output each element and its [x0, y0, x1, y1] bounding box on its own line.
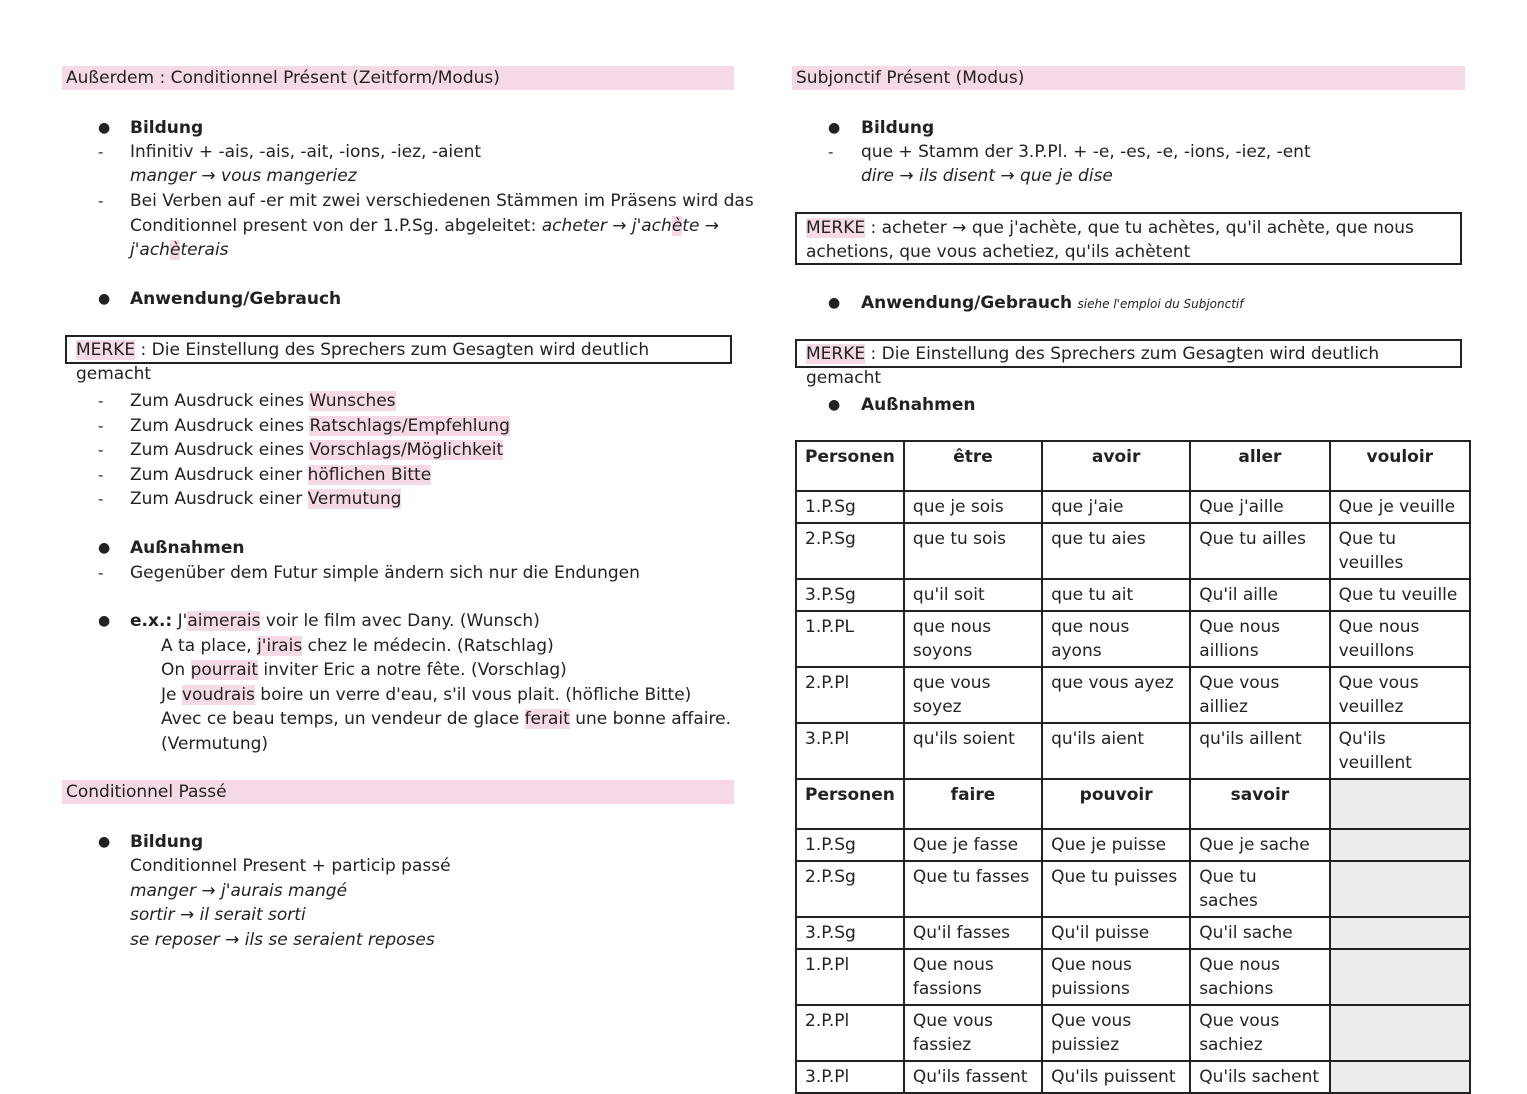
- table-cell-person: 2.P.Pl: [796, 667, 904, 723]
- bildung-heading: Bildung: [130, 118, 204, 138]
- merke-text: : Die Einstellung des Sprechers zum Gesagten wird deutlich gemacht: [806, 344, 1380, 388]
- bei-text: Conditionnel present von der 1.P.Sg. abgeleitet:: [130, 216, 542, 236]
- section-header-subjonctif: Subjonctif Présent (Modus): [792, 66, 1465, 90]
- table-cell-person: 3.P.Pl: [796, 723, 904, 779]
- table-cell: Que vous ailliez: [1190, 667, 1329, 723]
- table-cell: qu'il soit: [904, 579, 1042, 611]
- bei-verben-line3: [130, 238, 229, 262]
- table-header-verb: [1330, 779, 1470, 829]
- bei-ex-part: j'ach: [130, 240, 170, 260]
- subj-rule: que + Stamm der 3.P.Pl. + -e, -es, -e, -ions, -iez, -ent: [861, 142, 1311, 162]
- accent-highlight: è: [671, 216, 683, 236]
- table-cell: Que tu puisses: [1042, 861, 1190, 917]
- table-row: [796, 861, 1470, 917]
- table-row: [796, 523, 1470, 579]
- table-cell: Qu'il aille: [1190, 579, 1329, 611]
- table-cell: Que tu fasses: [904, 861, 1042, 917]
- table-cell: Que nous fassions: [904, 949, 1042, 1005]
- merke-text: : Die Einstellung des Sprechers zum Gesagten wird deutlich gemacht: [76, 340, 650, 384]
- list-item: - Zum Ausdruck einer Vermutung: [98, 489, 402, 509]
- example-line-3: On pourrait inviter Eric a notre fête. (Vorschlag): [161, 660, 567, 680]
- table-cell: que tu aies: [1042, 523, 1190, 579]
- dash: -: [98, 564, 104, 582]
- table-cell-person: 2.P.Sg: [796, 523, 904, 579]
- table-cell: Que tu veuille: [1330, 579, 1470, 611]
- table-header-row: [796, 441, 1470, 491]
- table-cell-person: 3.P.Pl: [796, 1061, 904, 1093]
- cp-line: sortir → il serait sorti: [130, 905, 306, 925]
- table-cell-person: 1.P.PL: [796, 611, 904, 667]
- table-row: [796, 1061, 1470, 1093]
- table-row: [796, 829, 1470, 861]
- bei-verben-line1: Bei Verben auf -er mit zwei verschiedenen Stämmen im Präsens wird das: [130, 191, 754, 211]
- table-cell: [1330, 917, 1470, 949]
- table-header-verb: vouloir: [1330, 441, 1470, 491]
- table-cell: [1330, 829, 1470, 861]
- table-cell-person: 1.P.Sg: [796, 491, 904, 523]
- table-cell: Qu'ils fassent: [904, 1061, 1042, 1093]
- bullet: ●: [98, 834, 111, 850]
- ausnahmen-heading: Außnahmen: [130, 538, 245, 558]
- table-cell: Que je puisse: [1042, 829, 1190, 861]
- table-header-row: [796, 779, 1470, 829]
- table-cell: que tu sois: [904, 523, 1042, 579]
- table-cell: qu'ils aillent: [1190, 723, 1329, 779]
- merke-box: [65, 335, 732, 384]
- table-cell: Qu'ils veuillent: [1330, 723, 1470, 779]
- bullet: ●: [828, 295, 841, 311]
- table-row: [796, 1005, 1470, 1061]
- table-header-verb: être: [904, 441, 1042, 491]
- cp-line: se reposer → ils se seraient reposes: [130, 930, 435, 950]
- table-cell: qu'ils soient: [904, 723, 1042, 779]
- merke-text: : acheter → que j'achète, que tu achètes, qu'il achète, que nous: [865, 218, 1414, 238]
- bullet: ●: [98, 540, 111, 556]
- table-cell: Que vous sachiez: [1190, 1005, 1329, 1061]
- table-row: [796, 611, 1470, 667]
- merke-label: MERKE: [806, 218, 866, 238]
- merke-text-line2: achetions, que vous achetiez, qu'ils achètent: [806, 242, 1191, 262]
- table-cell: que je sois: [904, 491, 1042, 523]
- example-line-1: e.x.: J'aimerais voir le film avec Dany. (Wunsch): [130, 611, 540, 631]
- table-cell: Qu'ils puissent: [1042, 1061, 1190, 1093]
- table-cell: Que je veuille: [1330, 491, 1470, 523]
- example-line-2: A ta place, j'irais chez le médecin. (Ratschlag): [161, 636, 554, 656]
- merke-label: MERKE: [806, 344, 866, 364]
- bullet: ●: [98, 120, 111, 136]
- list-item: - Zum Ausdruck einer höflichen Bitte: [98, 464, 432, 485]
- table-cell: Que nous aillions: [1190, 611, 1329, 667]
- anwendung-heading-right: Anwendung/Gebrauch siehe l'emploi du Subjonctif: [861, 293, 1244, 313]
- table-cell: Que vous puissiez: [1042, 1005, 1190, 1061]
- bullet: ●: [98, 613, 111, 629]
- table-cell: Qu'il fasses: [904, 917, 1042, 949]
- ausnahmen-text: Gegenüber dem Futur simple ändern sich nur die Endungen: [130, 563, 640, 583]
- table-cell: que vous ayez: [1042, 667, 1190, 723]
- bildung-heading-right: Bildung: [861, 118, 935, 138]
- dash: -: [98, 192, 104, 210]
- table-cell: que vous soyez: [904, 667, 1042, 723]
- table-header-verb: savoir: [1190, 779, 1329, 829]
- table-cell: que nous soyons: [904, 611, 1042, 667]
- merke-box-acheter: [795, 212, 1462, 265]
- table-header-verb: avoir: [1042, 441, 1190, 491]
- table-row: [796, 723, 1470, 779]
- table-header-personen: Personen: [796, 779, 904, 829]
- table-cell: qu'ils aient: [1042, 723, 1190, 779]
- table-cell: Que vous veuillez: [1330, 667, 1470, 723]
- subj-rule-example: dire → ils disent → que je dise: [861, 166, 1113, 186]
- table-cell-person: 1.P.Sg: [796, 829, 904, 861]
- table-cell: Que je fasse: [904, 829, 1042, 861]
- example-line-5: Avec ce beau temps, un vendeur de glace ferait une bonne affaire.: [161, 709, 731, 729]
- table-row: [796, 579, 1470, 611]
- cp-line: Conditionnel Present + particip passé: [130, 856, 451, 876]
- table-header-personen: Personen: [796, 441, 904, 491]
- subjonctif-table: [795, 440, 1471, 1094]
- table-cell: que tu ait: [1042, 579, 1190, 611]
- anwendung-note: siehe l'emploi du Subjonctif: [1077, 297, 1244, 311]
- bullet: ●: [828, 397, 841, 413]
- table-cell: que nous ayons: [1042, 611, 1190, 667]
- table-header-verb: aller: [1190, 441, 1329, 491]
- table-cell-person: 2.P.Pl: [796, 1005, 904, 1061]
- table-cell: Que nous veuillons: [1330, 611, 1470, 667]
- bei-ex-part: terais: [180, 240, 229, 260]
- example-manger: manger → vous mangeriez: [130, 166, 357, 186]
- cp-line: manger → j'aurais mangé: [130, 881, 348, 901]
- table-cell: [1330, 1005, 1470, 1061]
- bullet: ●: [98, 291, 111, 307]
- table-cell: Que tu saches: [1190, 861, 1329, 917]
- dash: -: [828, 143, 834, 161]
- table-header-verb: pouvoir: [1042, 779, 1190, 829]
- merke-box-right: [795, 339, 1462, 388]
- table-cell: Que vous fassiez: [904, 1005, 1042, 1061]
- table-cell: Qu'il puisse: [1042, 917, 1190, 949]
- ausnahmen-heading-right: Außnahmen: [861, 395, 976, 415]
- table-cell: Que tu veuilles: [1330, 523, 1470, 579]
- infinitiv-rule: Infinitiv + -ais, -ais, -ait, -ions, -iez, -aient: [130, 142, 482, 162]
- bildung2-heading: Bildung: [130, 832, 204, 852]
- dash: -: [98, 143, 104, 161]
- bei-example-end: te →: [682, 216, 720, 236]
- table-row: [796, 667, 1470, 723]
- table-cell: Qu'il sache: [1190, 917, 1329, 949]
- bullet: ●: [828, 120, 841, 136]
- table-header-verb: faire: [904, 779, 1042, 829]
- table-cell: Que j'aille: [1190, 491, 1329, 523]
- table-cell: Que nous sachions: [1190, 949, 1329, 1005]
- table-cell: [1330, 861, 1470, 917]
- merke-label: MERKE: [76, 340, 136, 360]
- list-item: - Zum Ausdruck eines Wunsches: [98, 391, 396, 411]
- example-line-6: (Vermutung): [161, 734, 269, 754]
- uses-list: [98, 389, 738, 512]
- anwendung-heading: Anwendung/Gebrauch: [130, 289, 342, 309]
- bei-verben-line2: [130, 214, 719, 238]
- bei-example: acheter → j'ach: [541, 216, 672, 236]
- accent-highlight: è: [169, 240, 181, 260]
- section-header-conditionnel-passe: Conditionnel Passé: [62, 780, 734, 804]
- table-cell: que j'aie: [1042, 491, 1190, 523]
- list-item: - Zum Ausdruck eines Vorschlags/Möglichkeit: [98, 440, 504, 460]
- table-row: [796, 491, 1470, 523]
- table-cell-person: 3.P.Sg: [796, 917, 904, 949]
- table-cell: Qu'ils sachent: [1190, 1061, 1329, 1093]
- table-cell: [1330, 1061, 1470, 1093]
- table-cell-person: 3.P.Sg: [796, 579, 904, 611]
- table-cell-person: 1.P.Pl: [796, 949, 904, 1005]
- table-row: [796, 949, 1470, 1005]
- table-cell-person: 2.P.Sg: [796, 861, 904, 917]
- table-cell: [1330, 949, 1470, 1005]
- table-cell: Que je sache: [1190, 829, 1329, 861]
- table-cell: Que tu ailles: [1190, 523, 1329, 579]
- table-cell: Que nous puissions: [1042, 949, 1190, 1005]
- list-item: - Zum Ausdruck eines Ratschlags/Empfehlung: [98, 415, 510, 436]
- example-line-4: Je voudrais boire un verre d'eau, s'il vous plait. (höfliche Bitte): [161, 685, 692, 705]
- section-header-conditionnel-present: Außerdem : Conditionnel Présent (Zeitform/Modus): [62, 66, 734, 90]
- table-row: [796, 917, 1470, 949]
